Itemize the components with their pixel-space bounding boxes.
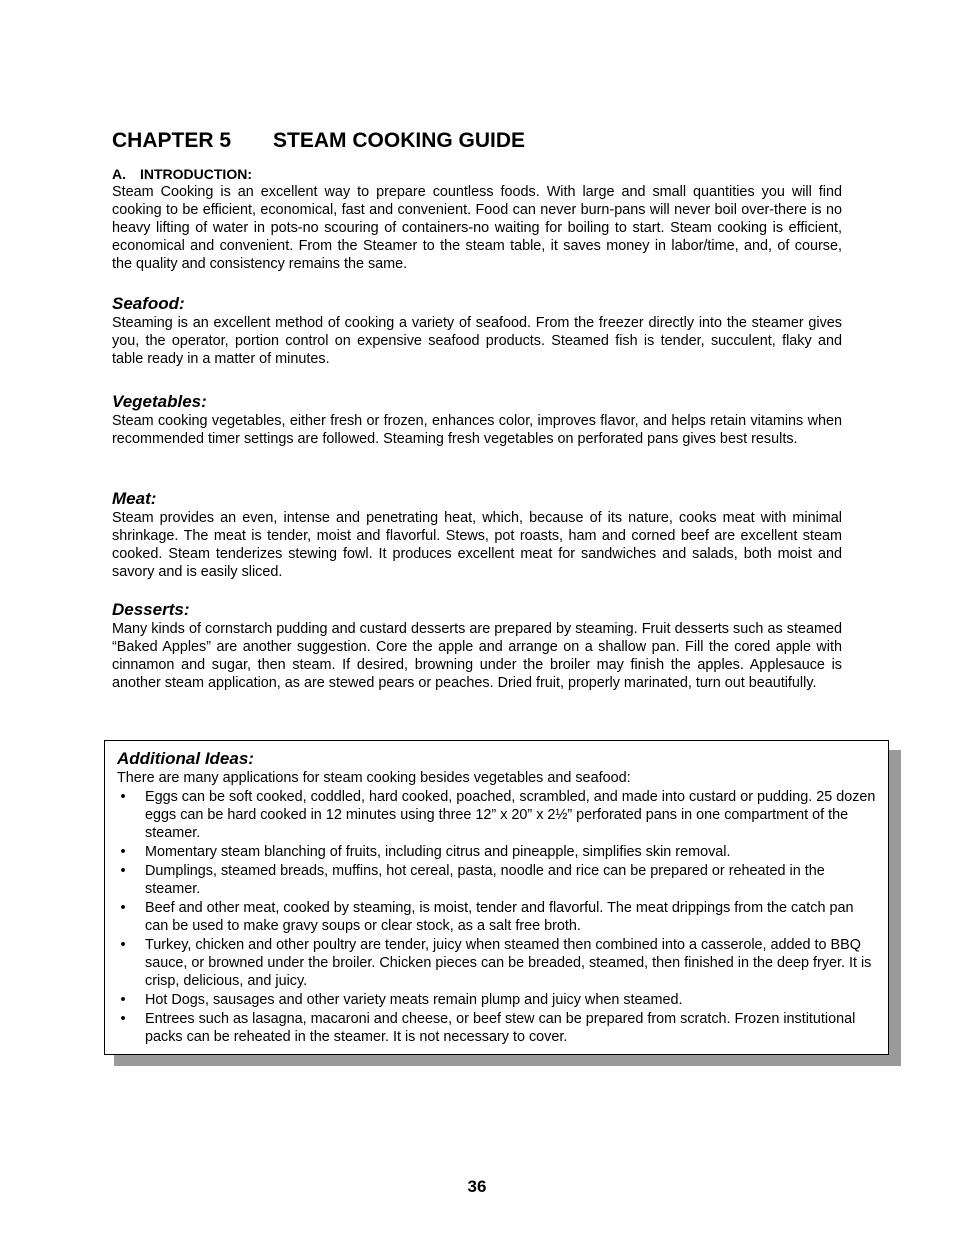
bullet-icon: • bbox=[120, 1011, 126, 1027]
additional-ideas-intro: There are many applications for steam cooking besides vegetables and seafood: bbox=[117, 770, 631, 786]
seafood-text: Steaming is an excellent method of cooking a variety of seafood. From the freezer directly into the steamer gives you, the operator, portion control on expensive seafood products. Steamed fish is tender, succulent, flaky and table ready in a matter of minutes. bbox=[112, 315, 842, 367]
introduction-heading bbox=[112, 166, 842, 183]
additional-ideas-box bbox=[104, 740, 889, 1055]
desserts-text: Many kinds of cornstarch pudding and custard desserts are prepared by steaming. Fruit desserts such as steamed “Baked Apples” are another suggestion. Core the apple and arrange on a shallow pan. Fill the cored apple with cinnamon and sugar, then steam. If desired, browning under the broiler may finish the apples. Applesauce is another steam application, as are stewed pears or peaches. Dried fruit, properly marinated, turn out beautifully. bbox=[112, 621, 842, 691]
bullet-icon: • bbox=[120, 789, 126, 805]
meat-section bbox=[112, 488, 842, 581]
introduction-letter: A. bbox=[112, 166, 126, 182]
bullet-icon: • bbox=[120, 937, 126, 953]
list-item-text: Entrees such as lasagna, macaroni and cheese, or beef stew can be prepared from scratch. Frozen institutional packs can be reheated in the steamer. It is not necessary to cover. bbox=[145, 1011, 856, 1045]
vegetables-text: Steam cooking vegetables, either fresh or frozen, enhances color, improves flavor, and helps retain vitamins when recommended timer settings are followed. Steaming fresh vegetables on perforated pans gives best results. bbox=[112, 413, 842, 447]
desserts-section bbox=[112, 599, 842, 692]
page-number: 36 bbox=[467, 1177, 487, 1196]
list-item bbox=[117, 1010, 877, 1046]
chapter-heading bbox=[112, 129, 525, 153]
bullet-icon: • bbox=[120, 863, 126, 879]
list-item bbox=[117, 899, 877, 935]
introduction-section bbox=[112, 166, 842, 273]
chapter-label: CHAPTER 5 bbox=[112, 129, 232, 152]
desserts-heading: Desserts: bbox=[112, 600, 190, 619]
list-item bbox=[117, 788, 877, 842]
ideas-list bbox=[117, 788, 877, 1046]
vegetables-section bbox=[112, 391, 842, 448]
list-item-text: Dumplings, steamed breads, muffins, hot cereal, pasta, noodle and rice can be prepared or reheated in the steamer. bbox=[145, 863, 825, 897]
seafood-heading: Seafood: bbox=[112, 294, 185, 313]
additional-ideas-heading: Additional Ideas: bbox=[117, 749, 254, 768]
introduction-heading-text: INTRODUCTION: bbox=[140, 166, 252, 182]
bullet-icon: • bbox=[120, 900, 126, 916]
bullet-icon: • bbox=[120, 992, 126, 1008]
list-item-text: Hot Dogs, sausages and other variety meats remain plump and juicy when steamed. bbox=[145, 992, 683, 1008]
list-item bbox=[117, 991, 877, 1009]
list-item bbox=[117, 936, 877, 990]
meat-text: Steam provides an even, intense and penetrating heat, which, because of its nature, cooks meat with minimal shrinkage. The meat is tender, moist and flavorful. Stews, pot roasts, ham and corned beef are excellent steam cooked. Steam tenderizes stewing fowl. It produces excellent meat for sandwiches and salads, both moist and savory and is easily sliced. bbox=[112, 510, 842, 580]
meat-heading: Meat: bbox=[112, 489, 157, 508]
bullet-icon: • bbox=[120, 844, 126, 860]
vegetables-heading: Vegetables: bbox=[112, 392, 207, 411]
list-item bbox=[117, 862, 877, 898]
list-item-text: Beef and other meat, cooked by steaming, is moist, tender and flavorful. The meat drippings from the catch pan can be used to make gravy soups or clear stock, as a salt free broth. bbox=[145, 900, 854, 934]
list-item-text: Eggs can be soft cooked, coddled, hard cooked, poached, scrambled, and made into custard or pudding. 25 dozen eggs can be hard cooked in 12 minutes using three 12” x 20” x 2½” perforated pans in one compartment of the steamer. bbox=[145, 789, 876, 841]
list-item-text: Momentary steam blanching of fruits, including citrus and pineapple, simplifies skin removal. bbox=[145, 844, 731, 860]
chapter-title: STEAM COOKING GUIDE bbox=[273, 129, 526, 152]
seafood-section bbox=[112, 293, 842, 368]
introduction-text: Steam Cooking is an excellent way to prepare countless foods. With large and small quantities you will find cooking to be efficient, economical, fast and convenient. Food can never burn-pans will never boil over-there is no heavy lifting of water in pots-no scouring of containers-no waiting for boiling to start. Steam cooking is efficient, economical and convenient. From the Steamer to the steam table, it saves money in labor/time, and, of course, the quality and consistency remains the same. bbox=[112, 184, 842, 272]
list-item-text: Turkey, chicken and other poultry are tender, juicy when steamed then combined into a casserole, added to BBQ sauce, or browned under the broiler. Chicken pieces can be breaded, steamed, then finished in the deep fryer. It is crisp, delicious, and juicy. bbox=[145, 937, 872, 989]
list-item bbox=[117, 843, 877, 861]
